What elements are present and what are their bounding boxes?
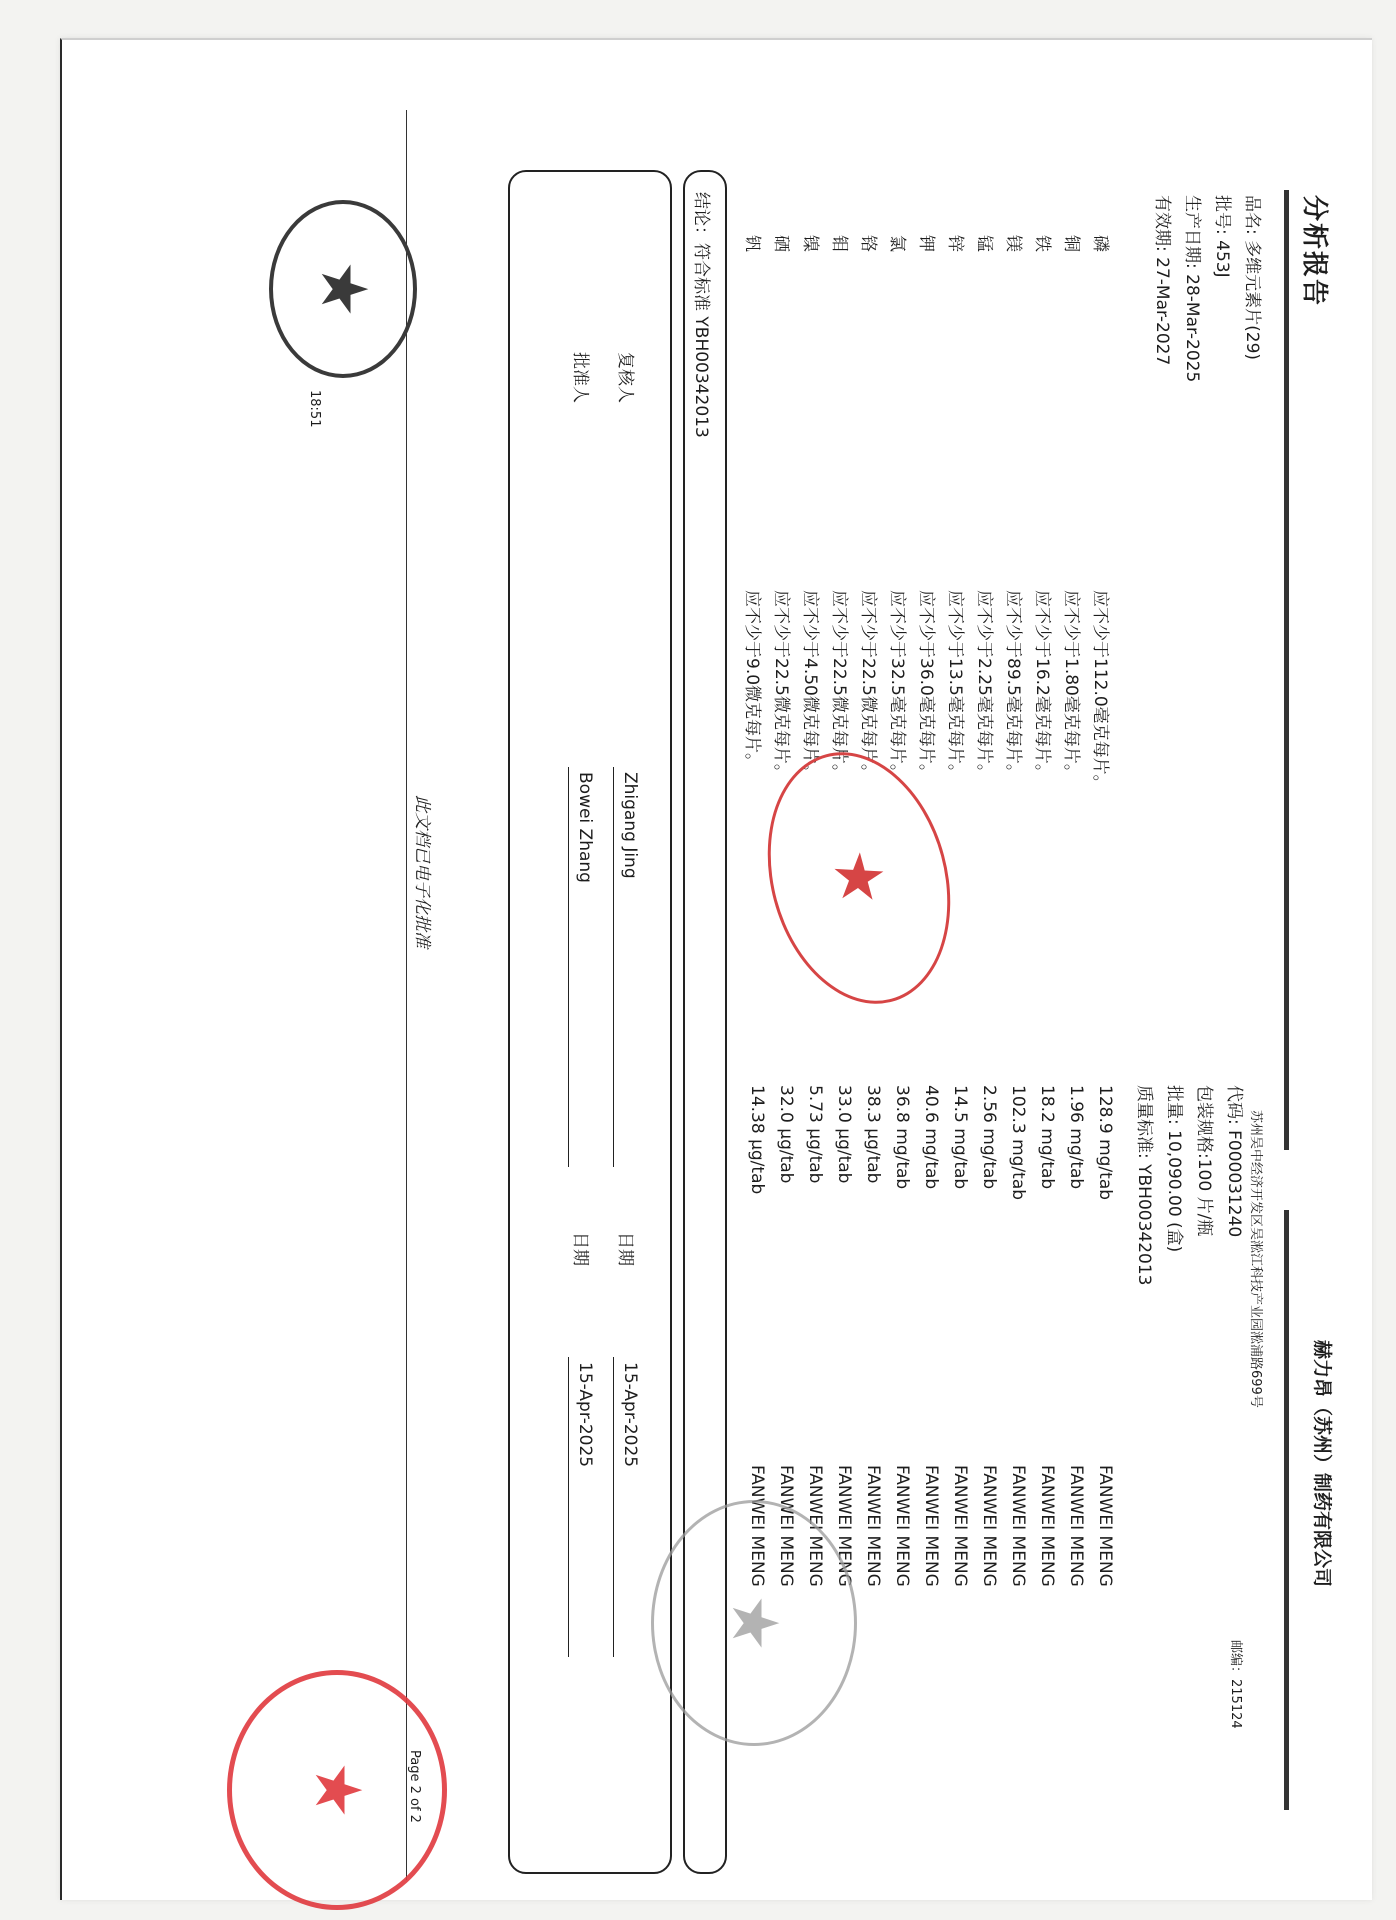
approval-box	[508, 170, 672, 1874]
approver-date: 15-Apr-2025	[575, 1362, 595, 1468]
approver-label: 批准人	[570, 352, 590, 403]
result-item: 钾	[916, 235, 936, 252]
electronic-approval-note: 此文档已电子化批准	[412, 795, 432, 948]
result-value: 1.96 mg/tab	[1066, 1085, 1086, 1190]
company-name: 赫力昂（苏州）制药有限公司	[1311, 1340, 1333, 1588]
result-value: 14.5 mg/tab	[950, 1085, 970, 1190]
result-analyst: FANWEI MENG	[1008, 1465, 1028, 1587]
batch-size: 批量: 10,090.00 (盒)	[1164, 1085, 1184, 1253]
package-spec: 包装规格:100 片/瓶	[1194, 1085, 1214, 1237]
print-time: 18:51	[307, 390, 322, 428]
expiry-date: 有效期: 27-Mar-2027	[1152, 195, 1172, 366]
result-specification: 应不少于13.5毫克每片。	[945, 590, 965, 781]
result-specification: 应不少于22.5微克每片。	[771, 590, 791, 781]
company-address: 苏州吴中经济开发区吴淞江科技产业园淞浦路699号	[1248, 1110, 1263, 1408]
product-code: 代码: F000031240	[1224, 1085, 1244, 1238]
result-item: 氯	[887, 235, 907, 252]
result-value: 128.9 mg/tab	[1095, 1085, 1115, 1201]
page-number: Page 2 of 2	[407, 1750, 422, 1823]
footer-rule	[406, 110, 407, 1880]
result-analyst: FANWEI MENG	[892, 1465, 912, 1587]
result-specification: 应不少于36.0毫克每片。	[916, 590, 936, 781]
conclusion-text: 结论：符合标准 YBH00342013	[691, 192, 711, 438]
reviewer-date-line	[613, 1357, 614, 1657]
analysis-report	[127, 50, 1367, 1880]
result-specification: 应不少于4.50微克每片。	[800, 590, 820, 781]
batch-number: 批号: 453J	[1212, 195, 1232, 278]
result-specification: 应不少于16.2毫克每片。	[1032, 590, 1052, 781]
seal-stamp	[269, 200, 417, 378]
result-item: 镍	[800, 235, 820, 252]
header-rule-right	[1284, 1210, 1289, 1810]
reviewer-name: Zhigang Jing	[620, 772, 640, 879]
company-postcode: 邮编：215124	[1228, 1640, 1243, 1729]
result-value: 2.56 mg/tab	[979, 1085, 999, 1190]
result-value: 102.3 mg/tab	[1008, 1085, 1028, 1201]
result-item: 锌	[945, 235, 965, 252]
approver-signature-line	[568, 767, 569, 1167]
result-specification: 应不少于22.5微克每片。	[858, 590, 878, 781]
result-value: 14.38 µg/tab	[747, 1085, 767, 1195]
result-item: 硒	[771, 235, 791, 252]
result-item: 磷	[1090, 235, 1110, 252]
result-item: 镁	[1003, 235, 1023, 252]
result-item: 钼	[829, 235, 849, 252]
reviewer-date: 15-Apr-2025	[620, 1362, 640, 1468]
product-name: 品名: 多维元素片(29)	[1242, 195, 1262, 361]
result-value: 38.3 µg/tab	[863, 1085, 883, 1184]
approver-date-line	[568, 1357, 569, 1657]
result-item: 锰	[974, 235, 994, 252]
result-specification: 应不少于2.25毫克每片。	[974, 590, 994, 781]
scanned-page	[60, 38, 1372, 1900]
result-value: 36.8 mg/tab	[892, 1085, 912, 1190]
result-item: 铜	[1061, 235, 1081, 252]
quality-standard: 质量标准: YBH00342013	[1134, 1085, 1154, 1286]
result-value: 18.2 mg/tab	[1037, 1085, 1057, 1190]
reviewer-label: 复核人	[615, 352, 635, 403]
approver-name: Bowei Zhang	[575, 772, 595, 883]
seal-star-icon: ★	[815, 840, 903, 916]
result-analyst: FANWEI MENG	[979, 1465, 999, 1587]
header-rule-left	[1284, 190, 1289, 1150]
result-specification: 应不少于9.0微克每片。	[742, 590, 762, 771]
result-analyst: FANWEI MENG	[805, 1465, 825, 1587]
result-analyst: FANWEI MENG	[776, 1465, 796, 1587]
result-specification: 应不少于22.5微克每片。	[829, 590, 849, 781]
report-title: 分析报告	[1299, 195, 1329, 308]
seal-star-icon: ★	[306, 260, 380, 318]
result-specification: 应不少于1.80毫克每片。	[1061, 590, 1081, 781]
result-item: 铁	[1032, 235, 1052, 252]
result-analyst: FANWEI MENG	[950, 1465, 970, 1587]
result-item: 铬	[858, 235, 878, 252]
result-analyst: FANWEI MENG	[747, 1465, 767, 1587]
result-value: 5.73 µg/tab	[805, 1085, 825, 1184]
reviewer-date-label: 日期	[615, 1232, 635, 1266]
result-analyst: FANWEI MENG	[921, 1465, 941, 1587]
grey-seal-stamp	[651, 1500, 857, 1746]
result-value: 33.0 µg/tab	[834, 1085, 854, 1184]
result-analyst: FANWEI MENG	[1066, 1465, 1086, 1587]
result-specification: 应不少于32.5毫克每片。	[887, 590, 907, 781]
production-date: 生产日期: 28-Mar-2025	[1182, 195, 1202, 383]
seal-star-icon: ★	[717, 1594, 791, 1652]
result-specification: 应不少于89.5毫克每片。	[1003, 590, 1023, 781]
reviewer-signature-line	[613, 767, 614, 1167]
result-item: 钒	[742, 235, 762, 252]
result-value: 40.6 mg/tab	[921, 1085, 941, 1190]
result-value: 32.0 µg/tab	[776, 1085, 796, 1184]
seal-star-icon: ★	[300, 1761, 374, 1819]
approver-date-label: 日期	[570, 1232, 590, 1266]
result-analyst: FANWEI MENG	[1095, 1465, 1115, 1587]
red-company-seal-stamp	[227, 1670, 447, 1910]
result-specification: 应不少于112.0毫克每片。	[1090, 590, 1110, 792]
result-analyst: FANWEI MENG	[1037, 1465, 1057, 1587]
result-analyst: FANWEI MENG	[863, 1465, 883, 1587]
result-analyst: FANWEI MENG	[834, 1465, 854, 1587]
